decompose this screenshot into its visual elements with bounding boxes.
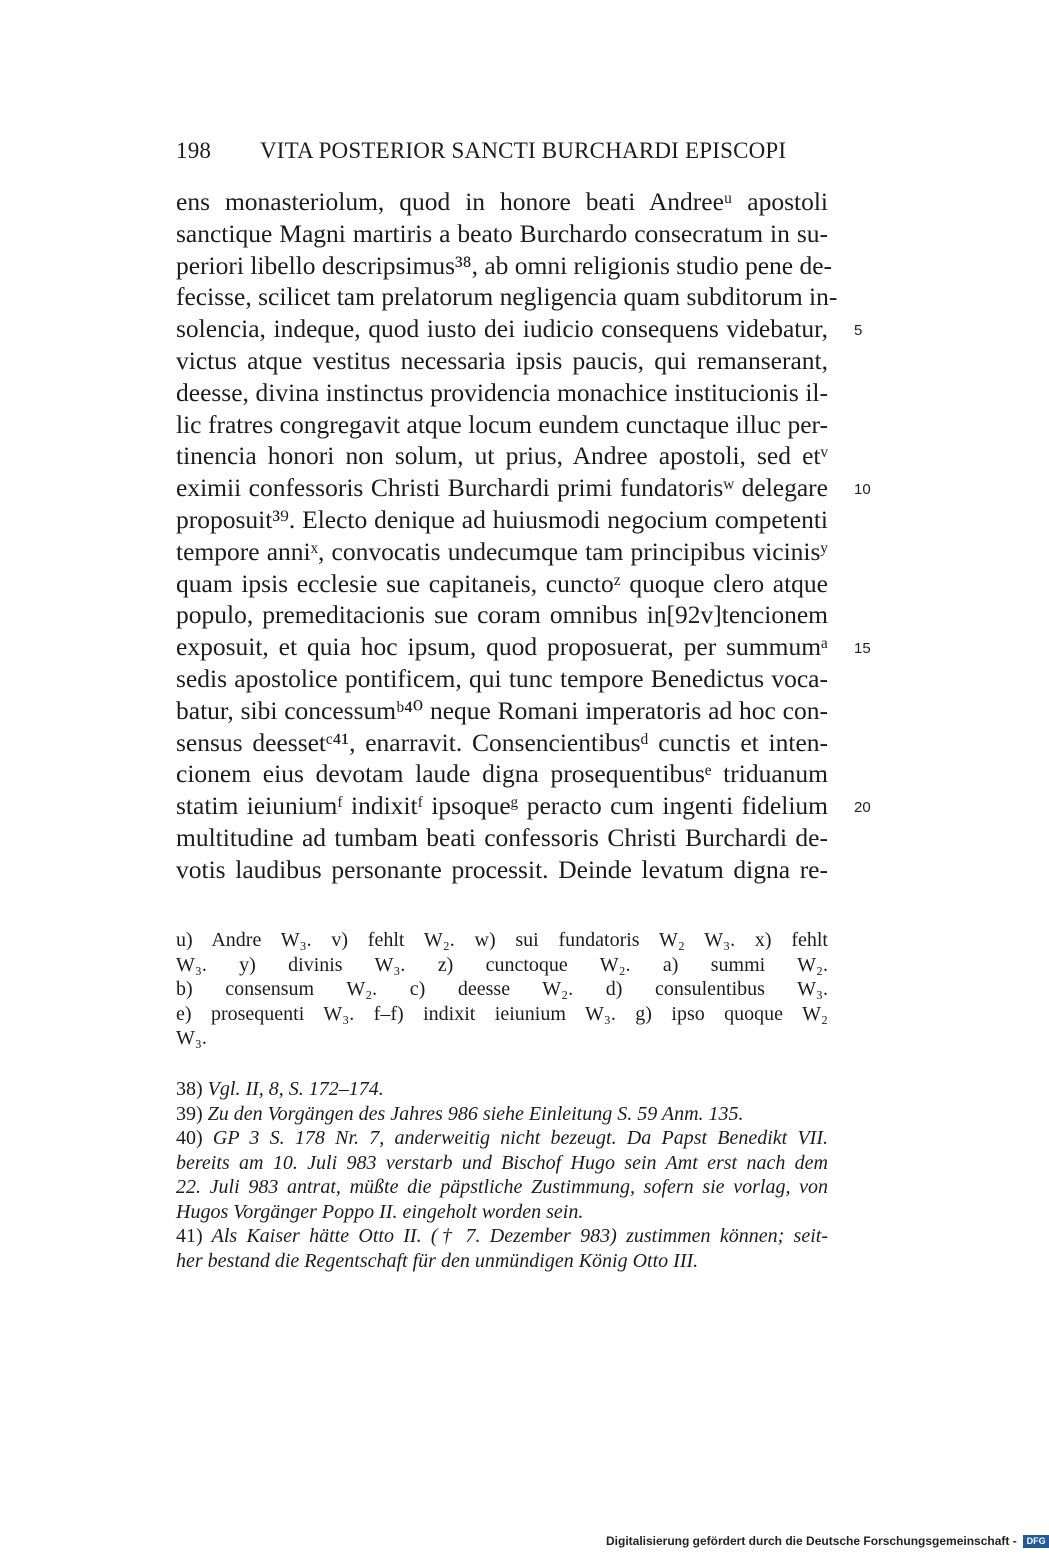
page-number: 198: [176, 138, 212, 163]
text-line: tinencia honori non solum, ut prius, Andree apostoli, sed etᵛ: [176, 441, 828, 471]
footnote-number: 39): [176, 1102, 203, 1125]
line-number: 10: [854, 481, 871, 499]
footnote-line: [176, 1151, 828, 1176]
running-header: [176, 138, 786, 164]
apparatus-line: W₃.: [176, 1027, 207, 1049]
dfg-logo: DFG: [1023, 1535, 1049, 1548]
text-line: fecisse, scilicet tam prelatorum negligencia quam subditorum in-: [176, 282, 838, 312]
text-line: votis laudibus personante processit. Deinde levatum digna re-: [176, 854, 828, 884]
footnote-text: Hugos Vorgänger Poppo II. eingeholt worden sein.: [176, 1200, 584, 1223]
funding-credit: [606, 1534, 1049, 1548]
text-line: periori libello descripsimus³⁸, ab omni religionis studio pene de-: [176, 250, 833, 280]
line-number: 20: [854, 799, 871, 817]
text-line: victus atque vestitus necessaria ipsis paucis, qui remanserant,: [176, 345, 828, 375]
footnotes: [176, 1077, 828, 1273]
running-title: VITA POSTERIOR SANCTI BURCHARDI EPISCOPI: [260, 138, 787, 163]
footnote-line: [176, 1102, 828, 1127]
line-number: 15: [854, 640, 871, 658]
footnote-line: [176, 1175, 828, 1200]
line-number: 5: [854, 322, 863, 340]
footnote-number: 38): [176, 1078, 203, 1100]
text-line: sedis apostolice pontificem, qui tunc tempore Benedictus voca-: [176, 663, 828, 693]
text-line: quam ipsis ecclesie sue capitaneis, cunctoᶻ quoque clero atque: [176, 568, 828, 598]
text-line: tempore anniˣ, convocatis undecumque tam principibus vicinisʸ: [176, 536, 828, 566]
footnote-text: Als Kaiser hätte Otto II. († 7. Dezember 983) zustimmen können; seit-: [202, 1225, 828, 1247]
footnote-line: [176, 1077, 828, 1102]
footnote-number: 41): [176, 1225, 203, 1247]
text-line: cionem eius devotam laude digna prosequentibusᵉ triduanum: [176, 759, 828, 789]
text-line: solencia, indeque, quod iusto dei iudicio consequens videbatur,: [176, 314, 828, 344]
footnote-text: GP 3 S. 178 Nr. 7, anderweitig nicht bezeugt. Da Papst Benedikt VII.: [202, 1127, 828, 1149]
funding-credit-text: Digitalisierung gefördert durch die Deutsche Forschungsgemeinschaft -: [606, 1534, 1017, 1548]
apparatus-line: b) consensum W₂. c) deesse W₂. d) consulentibus W₃.: [176, 978, 828, 1000]
text-line: lic fratres congregavit atque locum eundem cunctaque illuc per-: [176, 409, 828, 439]
text-line: populo, premeditacionis sue coram omnibus in[92v]tencionem: [176, 600, 828, 630]
text-line: deesse, divina instinctus providencia monachice institucionis il-: [176, 377, 828, 407]
apparatus-line: W₃. y) divinis W₃. z) cunctoque W₂. a) summi W₂.: [176, 953, 828, 976]
text-line: sanctique Magni martiris a beato Burchardo consecratum in su-: [176, 218, 828, 248]
footnote-line: [176, 1249, 828, 1274]
footnote-number: 40): [176, 1127, 203, 1149]
footnote-line: [176, 1224, 828, 1249]
text-line: exposuit, et quia hoc ipsum, quod proposuerat, per summumᵃ: [176, 632, 828, 662]
text-line: statim ieiuniumᶠ indixitᶠ ipsoqueᵍ peracto cum ingenti fidelium: [176, 791, 828, 821]
footnote-line: [176, 1126, 828, 1151]
footnote-text: her bestand die Regentschaft für den unmündigen König Otto III.: [176, 1249, 699, 1272]
text-line: eximii confessoris Christi Burchardi primi fundatorisʷ delegare: [176, 473, 828, 503]
text-line: ens monasteriolum, quod in honore beati Andreeᵘ apostoli: [176, 187, 828, 216]
main-text: [176, 186, 838, 886]
footnote-line: [176, 1200, 828, 1225]
footnote-text: Zu den Vorgängen des Jahres 986 siehe Einleitung S. 59 Anm. 135.: [202, 1102, 744, 1125]
text-line: proposuit³⁹. Electo denique ad huiusmodi negocium competenti: [176, 504, 828, 534]
apparatus-line: u) Andre W₃. v) fehlt W₂. w) sui fundatoris W₂ W₃. x) fehlt: [176, 929, 828, 951]
text-line: multitudine ad tumbam beati confessoris Christi Burchardi de-: [176, 822, 828, 852]
text-line: sensus deessetᶜ⁴¹, enarravit. Consencientibusᵈ cunctis et inten-: [176, 727, 828, 757]
footnote-text: 22. Juli 983 antrat, müßte die päpstliche Zustimmung, sofern sie vorlag, von: [176, 1176, 828, 1198]
critical-apparatus: [176, 928, 828, 1051]
apparatus-line: e) prosequenti W₃. f–f) indixit ieiunium W₃. g) ipso quoque W₂: [176, 1002, 828, 1025]
footnote-text: bereits am 10. Juli 983 verstarb und Bischof Hugo sein Amt erst nach dem: [176, 1151, 828, 1174]
footnote-text: Vgl. II, 8, S. 172–174.: [202, 1078, 384, 1100]
text-line: batur, sibi concessumᵇ⁴⁰ neque Romani imperatoris ad hoc con-: [176, 695, 828, 725]
